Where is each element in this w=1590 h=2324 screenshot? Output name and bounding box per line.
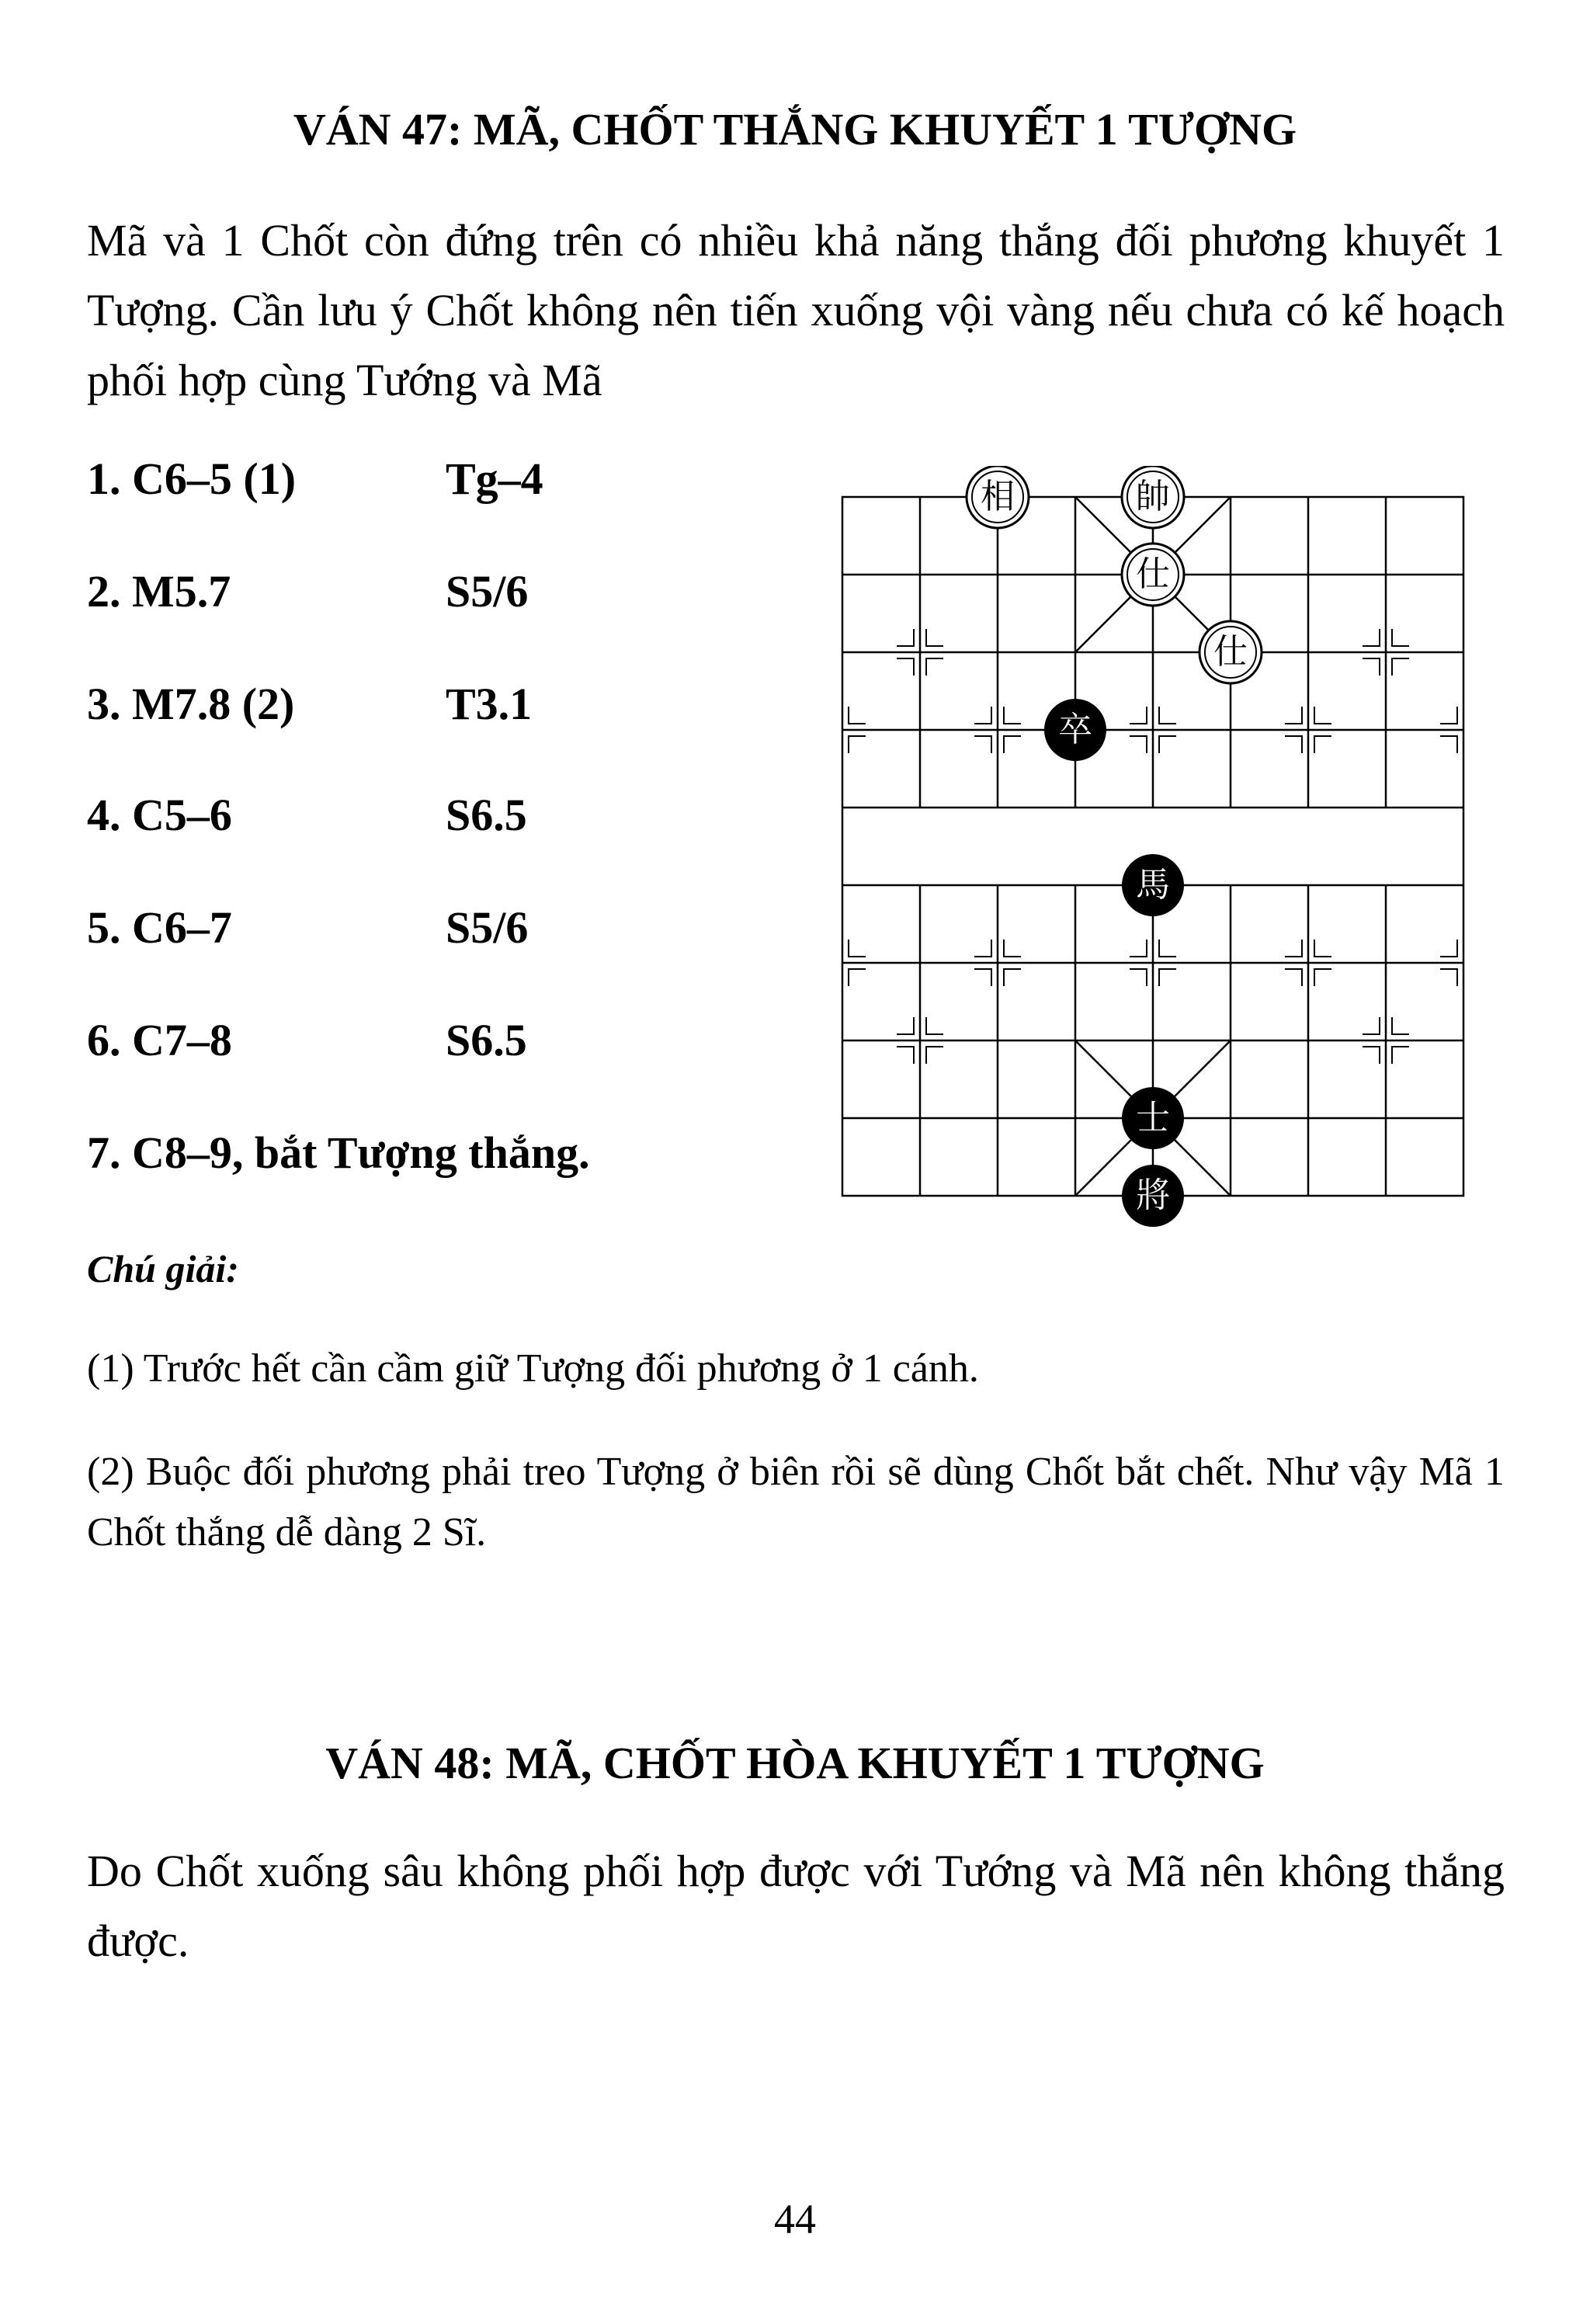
piece-glyph: 士 [1136,1098,1170,1138]
piece-glyph: 仕 [1136,554,1170,594]
position-marker [1004,707,1021,724]
move-black: S5/6 [446,902,529,953]
position-marker [1440,707,1457,724]
position-marker [1285,707,1302,724]
position-marker [1159,736,1176,753]
position-marker [1363,1017,1380,1034]
page-number: 44 [774,2196,816,2242]
red-piece [1122,544,1184,606]
position-marker [974,940,991,957]
move-black: S6.5 [446,1015,527,1065]
move-white: 5. C6–7 [87,902,232,953]
position-marker [1285,940,1302,957]
position-marker [1004,940,1021,957]
position-marker [926,629,943,646]
piece-glyph: 帥 [1136,477,1170,516]
move-black: S5/6 [446,566,529,617]
move-white: 6. C7–8 [87,1015,232,1065]
position-marker [1004,736,1021,753]
position-marker [1440,969,1457,986]
black-piece [1122,1087,1184,1149]
position-marker [1440,736,1457,753]
move-white: 2. M5.7 [87,566,231,617]
red-piece [1122,466,1184,528]
position-marker [1363,629,1380,646]
piece-glyph: 將 [1136,1176,1170,1215]
piece-glyph: 卒 [1058,710,1092,749]
position-marker [1314,736,1331,753]
position-marker [1130,940,1147,957]
position-marker [1392,629,1409,646]
move-black: T3.1 [446,679,533,729]
position-marker [897,658,914,676]
position-marker [1285,736,1302,753]
position-marker [1314,940,1331,957]
position-marker [849,707,866,724]
position-marker [1363,658,1380,676]
move-white: 4. C5–6 [87,790,232,840]
move-white: 1. C6–5 (1) [87,453,297,504]
position-marker [926,658,943,676]
position-marker [1440,940,1457,957]
xiangqi-board-diagram [823,466,1491,1258]
note-1: (1) Trước hết cần cầm giữ Tượng đối phương ở 1 cánh. [87,1346,979,1391]
position-marker [849,736,866,753]
position-marker [897,629,914,646]
black-piece [1122,854,1184,916]
position-marker [849,969,866,986]
section1-title: VÁN 47: MÃ, CHỐT THẮNG KHUYẾT 1 TƯỢNG [293,104,1297,155]
black-piece [1044,699,1106,761]
position-marker [1159,707,1176,724]
position-marker [1314,707,1331,724]
position-marker [1159,940,1176,957]
piece-glyph: 馬 [1136,865,1170,905]
move-white: 7. C8–9, bắt Tượng thắng. [87,1127,590,1178]
red-piece [1199,621,1262,683]
position-marker [1004,969,1021,986]
position-marker [1392,1017,1409,1034]
position-marker [1363,1047,1380,1064]
position-marker [897,1017,914,1034]
position-marker [1285,969,1302,986]
position-marker [1130,969,1147,986]
section1-intro: Mã và 1 Chốt còn đứng trên có nhiều khả năng thắng đối phương khuyết 1 Tượng. Cần lưu ý Chốt không nên tiến xuống vội vàng nếu chưa có kế hoạch phối hợp cùng Tướng và Mã [87,215,1505,405]
move-white: 3. M7.8 (2) [87,679,295,729]
position-marker [926,1017,943,1034]
position-marker [849,940,866,957]
position-marker [1314,969,1331,986]
position-marker [974,707,991,724]
position-marker [974,969,991,986]
position-marker [974,736,991,753]
note-2: (2) Buộc đối phương phải treo Tượng ở biên rồi sẽ dùng Chốt bắt chết. Như vậy Mã 1 Chốt thắng dễ dàng 2 Sĩ. [87,1450,1505,1555]
notes-title: Chú giải: [87,1247,239,1291]
section2-title: VÁN 48: MÃ, CHỐT HÒA KHUYẾT 1 TƯỢNG [325,1738,1265,1788]
move-black: Tg–4 [446,453,543,504]
section2-intro: Do Chốt xuống sâu không phối hợp được với Tướng và Mã nên không thắng được. [87,1846,1505,1966]
red-piece [967,466,1029,528]
position-marker [897,1047,914,1064]
piece-glyph: 仕 [1213,632,1248,672]
position-marker [1130,707,1147,724]
piece-glyph: 相 [981,477,1015,516]
position-marker [1392,658,1409,676]
position-marker [1130,736,1147,753]
position-marker [926,1047,943,1064]
move-black: S6.5 [446,790,527,840]
position-marker [1392,1047,1409,1064]
black-piece [1122,1165,1184,1227]
position-marker [1159,969,1176,986]
